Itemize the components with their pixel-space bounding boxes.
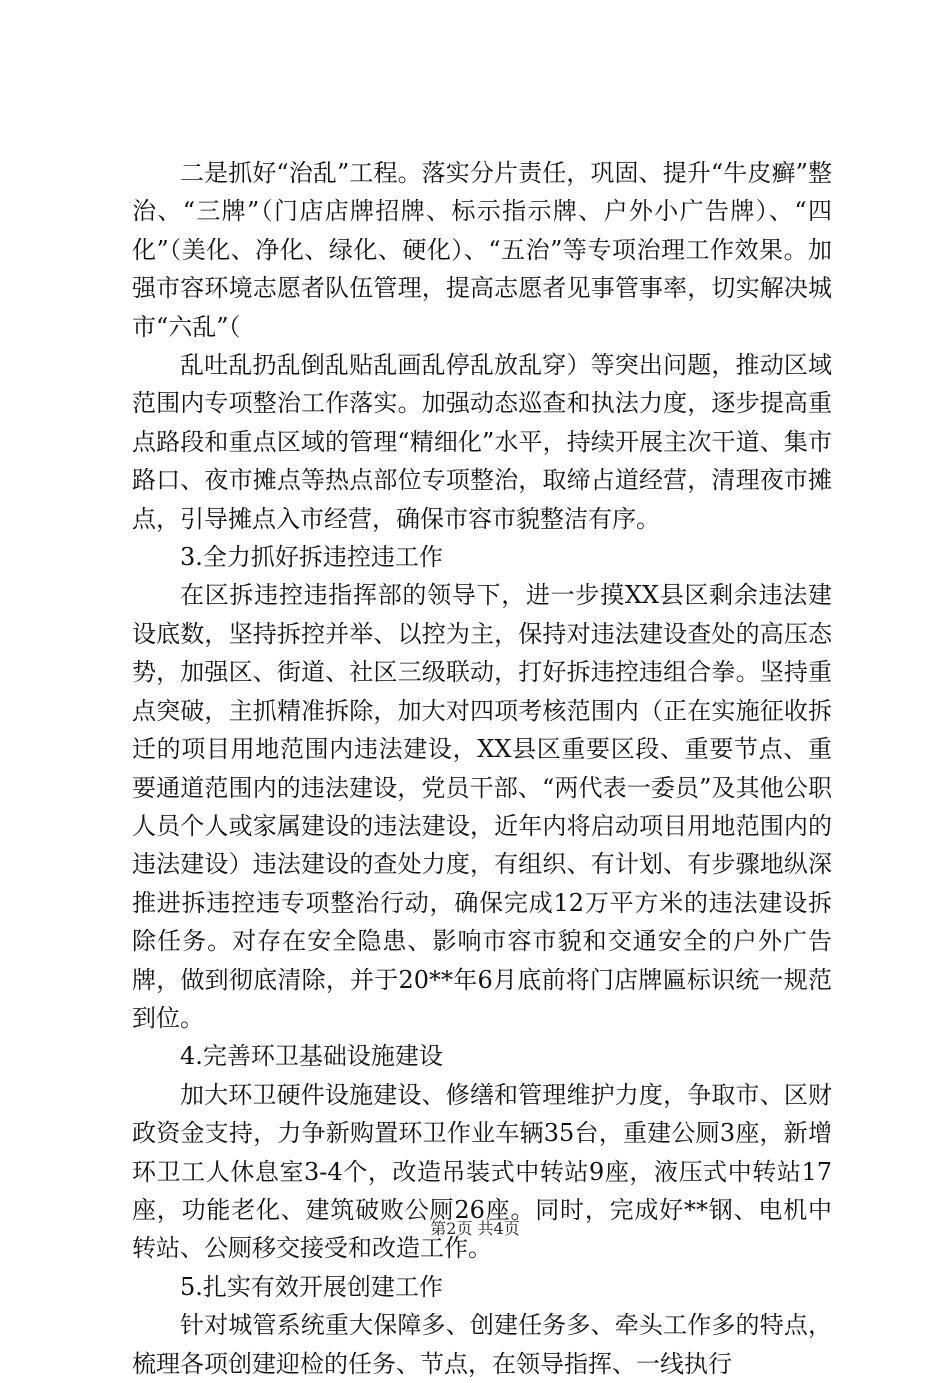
document-body	[132, 154, 832, 1383]
section-heading: 5.扎实有效开展创建工作	[180, 1272, 443, 1301]
page-footer: 第2页 共4页	[430, 1219, 520, 1238]
paragraph: 在区拆违控违指挥部的领导下，进一步摸XX县区剩余违法建设底数，坚持拆控并举、以控为主，保持对违法建设查处的高压态势，加强区、街道、社区三级联动，打好拆违控违组合拳。坚持重点突破，主抓精准拆除，加大对四项考核范围内（正在实施征收拆迁的项目用地范围内违法建设，XX县区重要区段、重要节点、重要通道范围内的违法建设，党员干部、“两代表一委员”及其他公职人员个人或家属建设的违法建设，近年内将启动项目用地范围内的违法建设）违法建设的查处力度，有组织、有计划、有步骤地纵深推进拆违控违专项整治行动，确保完成12万平方米的违法建设拆除任务。对存在安全隐患、影响市容市貌和交通安全的户外广告牌，做到彻底清除，并于20**年6月底前将门店牌匾标识统一规范到位。	[132, 581, 832, 1032]
paragraph: 二是抓好“治乱”工程。落实分片责任，巩固、提升“牛皮癣”整治、“三牌”（门店店牌招牌、标示指示牌、户外小广告牌）、“四化”（美化、净化、绿化、硬化）、“五治”等专项治理工作效果。加强市容环境志愿者队伍管理，提高志愿者见事管事率，切实解决城市“六乱”（	[132, 159, 832, 341]
section-heading: 4.完善环卫基础设施建设	[180, 1042, 443, 1071]
paragraph: 加大环卫硬件设施建设、修缮和管理维护力度，争取市、区财政资金支持，力争新购置环卫作业车辆35台，重建公厕3座，新增环卫工人休息室3-4个，改造吊装式中转站9座，液压式中转站17座，功能老化、建筑破败公厕26座。同时，完成好**钢、电机中转站、公厕移交接受和改造工作。	[132, 1080, 832, 1263]
paragraph: 针对城管系统重大保障多、创建任务多、牵头工作多的特点，梳理各项创建迎检的任务、节点，在领导指挥、一线执行	[132, 1311, 832, 1378]
section-heading: 3.全力抓好拆违控违工作	[180, 543, 443, 572]
paragraph: 乱吐乱扔乱倒乱贴乱画乱停乱放乱穿）等突出问题，推动区域范围内专项整治工作落实。加强动态巡查和执法力度，逐步提高重点路段和重点区域的管理“精细化”水平，持续开展主次干道、集市路口、夜市摊点等热点部位专项整治，取缔占道经营，清理夜市摊点，引导摊点入市经营，确保市容市貌整洁有序。	[132, 351, 832, 533]
